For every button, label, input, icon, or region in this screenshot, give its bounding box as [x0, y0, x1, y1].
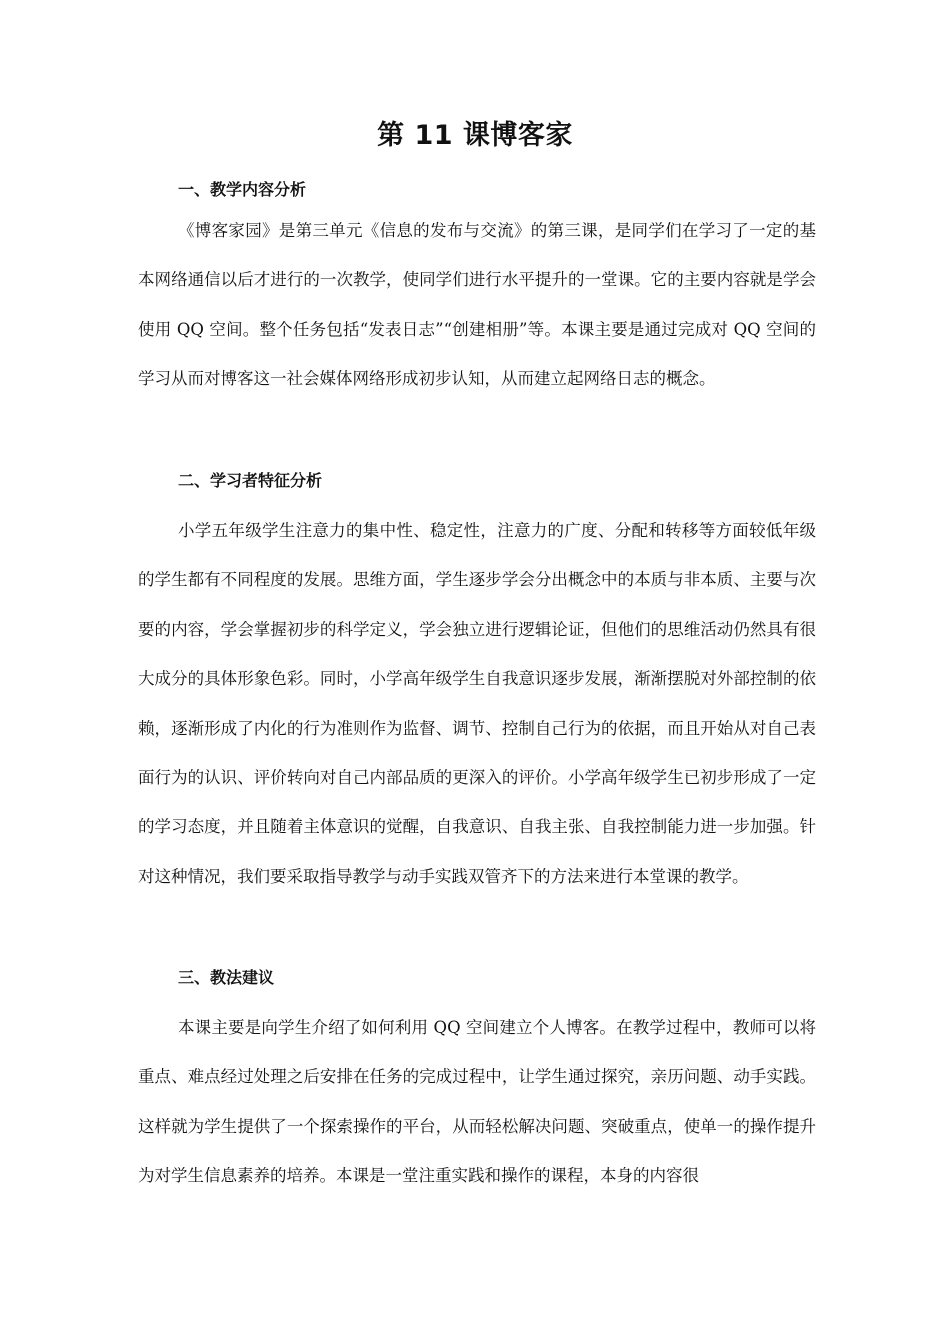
section-heading-teaching-suggestions: 三、教法建议	[178, 968, 275, 987]
document-title: 第 11 课博客家	[377, 120, 573, 151]
section-body-teaching-suggestions: 本课主要是向学生介绍了如何利用 QQ 空间建立个人博客。在教学过程中，教师可以将重点、难点经过处理之后安排在任务的完成过程中，让学生通过探究，亲历问题、动手实践。这样就为学生提供了一个探索操作的平台，从而轻松解决问题、突破重点，使单一的操作提升为对学生信息素养的培养。本课是一堂注重实践和操作的课程，本身的内容很	[138, 1018, 816, 1186]
section-body-content-analysis: 《博客家园》是第三单元《信息的发布与交流》的第三课，是同学们在学习了一定的基本网络通信以后才进行的一次教学，使同学们进行水平提升的一堂课。它的主要内容就是学会使用 QQ 空间。整个任务包括“发表日志”“创建相册”等。本课主要是通过完成对 QQ 空间的学习从而对博客这一社会媒体网络形成初步认知，从而建立起网络日志的概念。	[138, 221, 816, 389]
section-body-learner-analysis: 小学五年级学生注意力的集中性、稳定性，注意力的广度、分配和转移等方面较低年级的学生都有不同程度的发展。思维方面，学生逐步学会分出概念中的本质与非本质、主要与次要的内容，学会掌握初步的科学定义，学会独立进行逻辑论证，但他们的思维活动仍然具有很大成分的具体形象色彩。同时，小学高年级学生自我意识逐步发展，渐渐摆脱对外部控制的依赖，逐渐形成了内化的行为准则作为监督、调节、控制自己行为的依据，而且开始从对自己表面行为的认识、评价转向对自己内部品质的更深入的评价。小学高年级学生已初步形成了一定的学习态度，并且随着主体意识的觉醒，自我意识、自我主张、自我控制能力进一步加强。针对这种情况，我们要采取指导教学与动手实践双管齐下的方法来进行本堂课的教学。	[138, 521, 816, 886]
section-heading-learner-analysis: 二、学习者特征分析	[178, 471, 323, 490]
section-heading-content-analysis: 一、教学内容分析	[178, 180, 307, 199]
